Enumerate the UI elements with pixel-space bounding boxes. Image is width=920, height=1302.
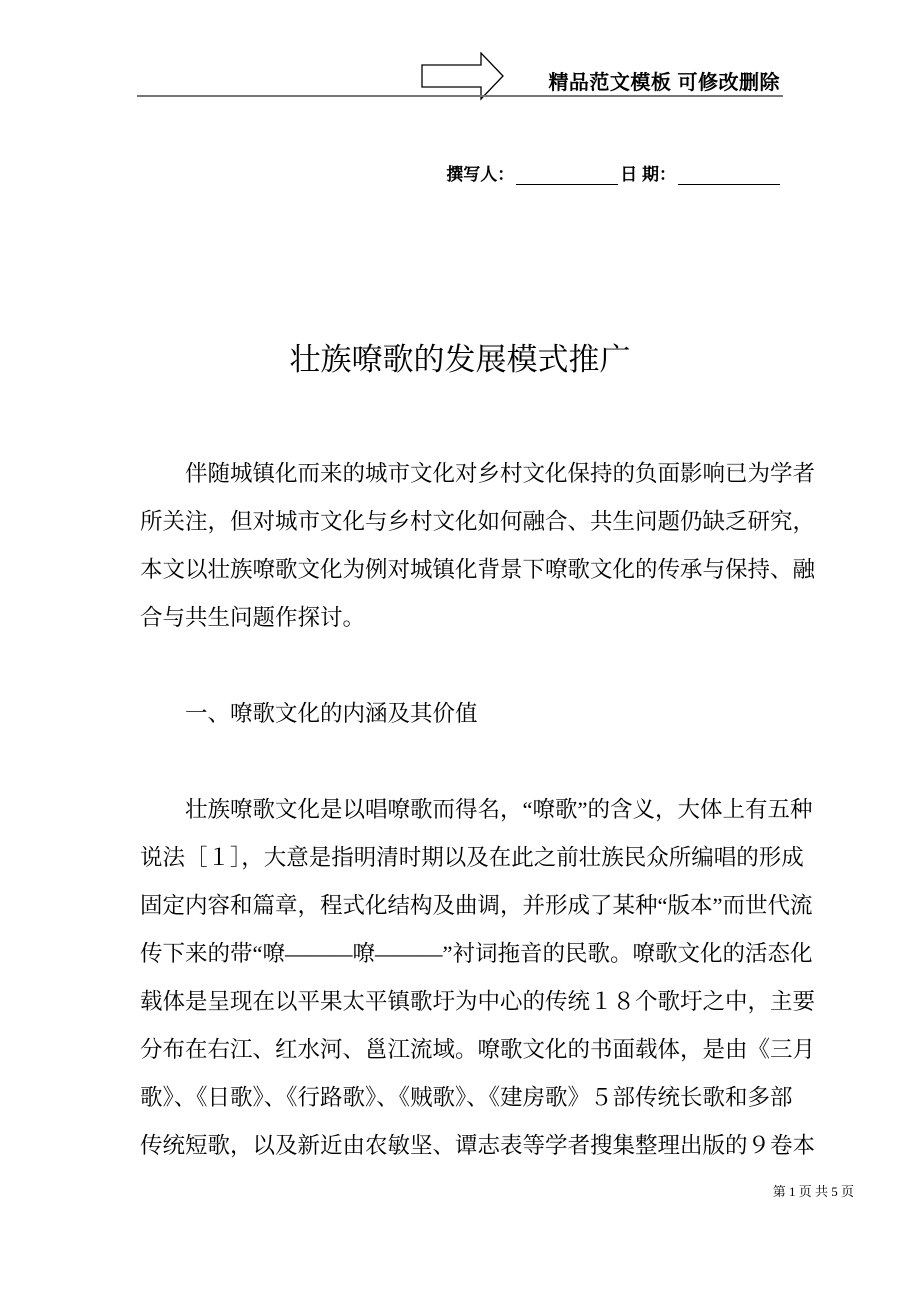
paragraph-line: 壮族嘹歌文化是以唱嘹歌而得名，“嘹歌”的含义，大体上有五种	[140, 797, 813, 822]
paragraph-line: 合与共生问题作探讨。	[140, 605, 366, 630]
paragraph-line: 传统短歌，以及新近由农敏坚、谭志表等学者搜集整理出版的９卷本	[140, 1133, 816, 1158]
signature-row	[446, 160, 782, 185]
paragraph-line: 传下来的带“嘹———嘹———”衬词拖音的民歌。嘹歌文化的活态化	[140, 941, 813, 966]
section-heading: 一、嘹歌文化的内涵及其价值	[140, 701, 478, 726]
paragraph-line: 固定内容和篇章，程式化结构及曲调，并形成了某种“版本”而世代流	[140, 893, 813, 918]
header-banner: 精品范文模板 可修改删除	[548, 72, 780, 94]
paragraph-line: 所关注，但对城市文化与乡村文化如何融合、共生问题仍缺乏研究，	[140, 509, 816, 534]
date-label: 日 期：	[620, 165, 676, 184]
paragraph-line: 伴随城镇化而来的城市文化对乡村文化保持的负面影响已为学者	[140, 461, 816, 486]
date-blank	[678, 166, 780, 185]
author-label: 撰写人：	[446, 165, 515, 184]
paragraph-line: 本文以壮族嘹歌文化为例对城镇化背景下嘹歌文化的传承与保持、融	[140, 557, 816, 582]
author-blank	[516, 166, 618, 185]
paragraph-line: 歌》、《日歌》、《行路歌》、《贼歌》、《建房歌》５部传统长歌和多部	[140, 1085, 793, 1110]
document-title: 壮族嘹歌的发展模式推广	[289, 342, 631, 377]
page-number: 第 1 页 共 5 页	[772, 1184, 854, 1199]
paragraph-line: 载体是呈现在以平果太平镇歌圩为中心的传统１８个歌圩之中，主要	[140, 989, 816, 1014]
header-divider	[137, 95, 783, 97]
paragraph-line: 说法［１］，大意是指明清时期以及在此之前壮族民众所编唱的形成	[140, 845, 804, 870]
paragraph-line: 分布在右江、红水河、邕江流域。嘹歌文化的书面载体，是由《三月	[140, 1037, 816, 1062]
